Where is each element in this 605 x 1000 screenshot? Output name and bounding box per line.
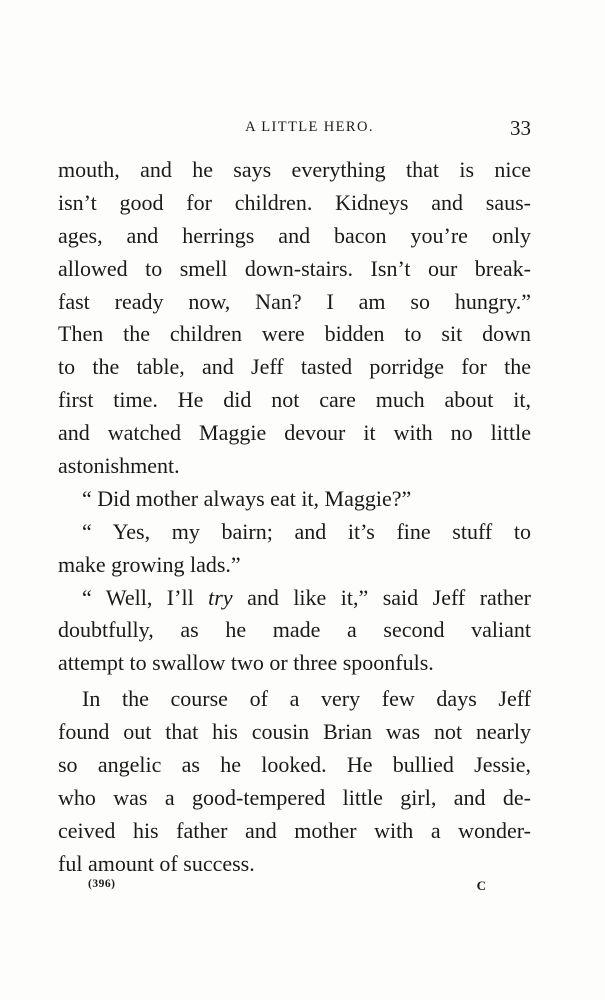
- text-line: and watched Maggie devour it with no little: [58, 420, 531, 446]
- text-line: allowed to smell down-stairs. Isn’t our break-: [58, 255, 531, 281]
- text-line: Then the children were bidden to sit down: [58, 321, 531, 347]
- text-line: to the table, and Jeff tasted porridge for the: [58, 354, 531, 380]
- body-text: [58, 154, 531, 881]
- text-line: ceived his father and mother with a wonder-: [58, 817, 531, 843]
- running-head: [58, 116, 531, 140]
- text-line: In the course of a very few days Jeff: [82, 686, 531, 712]
- text-line: first time. He did not care much about it,: [58, 387, 531, 413]
- text-line: “ Yes, my bairn; and it’s fine stuff to: [82, 518, 531, 544]
- text-line: found out that his cousin Brian was not nearly: [58, 719, 531, 745]
- signature-mark: (396): [88, 878, 116, 890]
- gathering-letter: C: [476, 878, 486, 893]
- text-segment: and like it,” said Jeff rather: [232, 584, 531, 610]
- page-number: 33: [510, 116, 531, 140]
- text-line: astonishment.: [58, 453, 180, 479]
- page-footer: [58, 878, 531, 898]
- text-line: fast ready now, Nan? I am so hungry.”: [58, 288, 531, 314]
- text-line: ages, and herrings and bacon you’re only: [58, 222, 531, 248]
- text-line: doubtfully, as he made a second valiant: [58, 617, 531, 643]
- text-line: who was a good-tempered little girl, and de-: [58, 784, 531, 810]
- text-line: attempt to swallow two or three spoonfuls.: [58, 650, 434, 676]
- text-line: make growing lads.”: [58, 551, 241, 577]
- emphasized-word: try: [208, 584, 233, 610]
- text-line-with-emphasis: [58, 582, 531, 615]
- text-line: isn’t good for children. Kidneys and saus-: [58, 189, 531, 215]
- text-line: so angelic as he looked. He bullied Jessie,: [58, 752, 531, 778]
- text-segment: “ Well, I’ll: [82, 584, 209, 610]
- text-line: “ Did mother always eat it, Maggie?”: [82, 485, 412, 511]
- text-line: mouth, and he says everything that is nice: [58, 157, 531, 182]
- running-title: A LITTLE HERO.: [245, 119, 374, 135]
- text-line: ful amount of success.: [58, 850, 255, 876]
